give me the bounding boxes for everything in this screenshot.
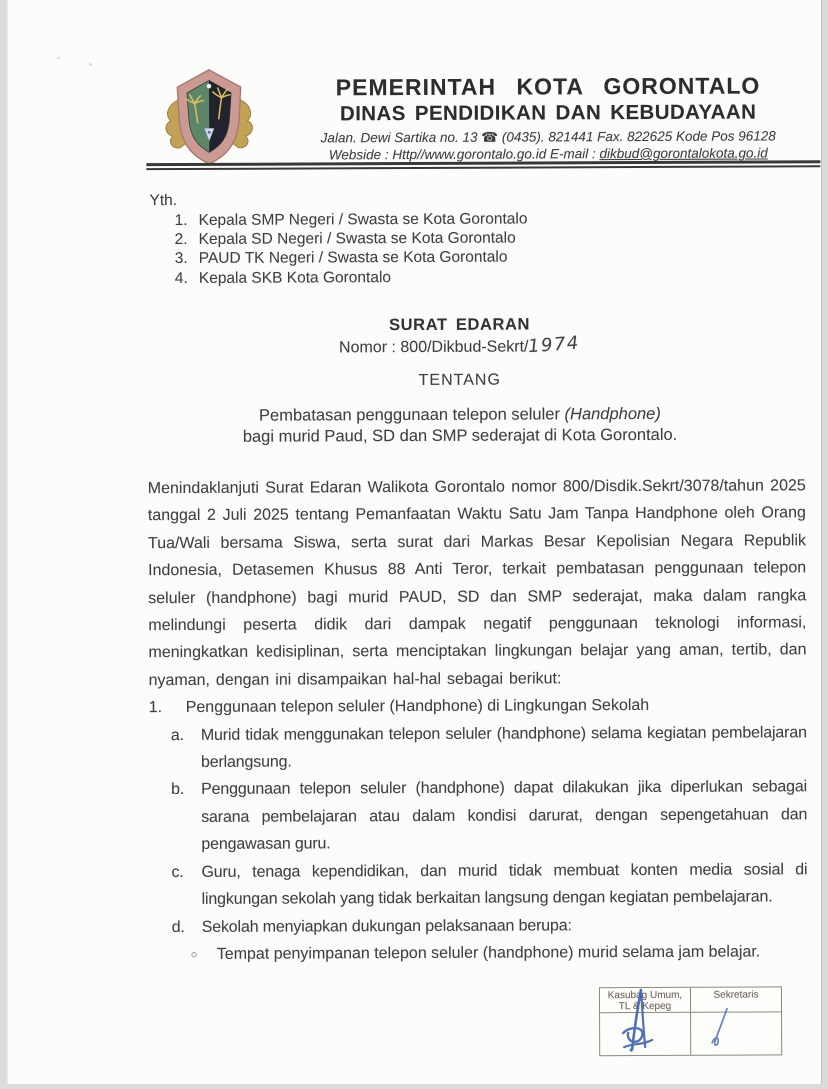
subpoint-letter: c. [171,863,184,881]
subject-line2: bagi murid Paud, SD dan SMP sederajat di Kota Gorontalo. [242,425,678,446]
document-number-line [131,334,788,358]
salutation: Yth. [149,192,178,210]
subject-regular: Pembatasan penggunaan telepon seluler [258,405,565,425]
subject-line1 [131,403,788,427]
point-number: 1. [148,699,163,717]
paraf-header-line2: TL & Kepeg [618,1000,672,1013]
handwritten-number: 1974 [527,332,581,358]
list-item [150,267,528,288]
subpoint-letter: d. [171,918,185,936]
list-item [150,210,528,231]
circle-bullet-icon: ○ [190,948,198,961]
ink-paraf-icon [611,988,665,1054]
addressee-text: Kepala SD Negeri / Swasta se Kota Gorontalo [198,229,516,249]
lettered-subpoint [149,774,807,859]
list-item [150,248,528,269]
item-number: 1. [174,211,188,230]
list-item [150,229,528,250]
subject-italic: (Handphone) [564,404,661,424]
document-title: SURAT EDARAN [389,315,531,335]
point-text: Penggunaan telepon seluler (Handphone) di Lingkungan Sekolah [185,697,650,717]
lettered-subpoint [149,856,807,914]
subpoint-letter: a. [170,726,184,744]
subpoint-letter: b. [171,781,185,799]
letter-body [148,472,808,968]
number-prefix: Nomor : 800/Dikbud-Sekrt/ [338,338,529,357]
crest-icon [161,67,257,167]
lettered-subpoint [149,719,807,777]
signature-sekretaris [699,1006,737,1057]
bullet-text: Tempat penyimpanan telepon seluler (handphone) murid selama jam belajar. [216,943,761,963]
paraf-header-sekretaris: Sekretaris [691,987,781,1012]
numbered-point [149,692,807,722]
item-number: 2. [174,231,188,249]
org-address: Jalan. Dewi Sartika no. 13 ☎ (0435). 821441 Fax. 822625 Kode Pos 96128 [320,128,776,146]
title-block [131,314,789,448]
letterhead [283,72,813,162]
item-number: 4. [174,269,188,287]
addressee-text: PAUD TK Negeri / Swasta se Kota Gorontalo [198,248,508,268]
lettered-subpoint [150,911,808,941]
org-name-line2: DINAS PENDIDIKAN DAN KEBUDAYAAN [339,100,757,126]
tentang-label: TENTANG [418,371,501,389]
website-prefix: Webside : Http//www.gorontalo.go.id E-mail : [328,146,600,163]
subpoint-text: Penggunaan telepon seluler (handphone) dapat dilakukan jika diperlukan sebagai sarana pembelajaran atau dalam kondisi darurat, dengan sepengetahuan dan pengawasan guru. [201,778,808,854]
item-number: 3. [174,250,188,268]
paraf-header-line1: Kasubag Umum, [607,989,683,1002]
bullet-item [150,938,808,968]
ink-paraf-icon [699,1006,737,1052]
subpoint-text: Sekolah menyiapkan dukungan pelaksanaan berupa: [201,916,572,936]
org-email: dikbud@gorontalokota.go.id [599,145,768,162]
addressee-text: Kepala SKB Kota Gorontalo [198,268,392,287]
subject-lines [131,403,788,448]
addressee-block [149,190,527,288]
opening-paragraph: Menindaklanjuti Surat Edaran Walikota Gorontalo nomor 800/Disdik.Sekrt/3078/tahun 2025 tanggal 2 Juli 2025 tentang Pemanfaatan Waktu Satu Jam Tanpa Handphone oleh Orang Tua/Wali bersama Siswa, serta surat dari Markas Besar Kepolisian Negara Republik Indonesia, Detasemen Khusus 88 Anti Teror, terkait pembatasan penggunaan telepon seluler (handphone) bagi murid PAUD, SD dan SMP sederajat, maka dalam rangka melindungi peserta didik dari dampak negatif penggunaan teknologi informasi, meningkatkan kedisiplinan, serta menciptakan lingkungan belajar yang aman, tertib, dan nyaman, dengan ini disampaikan hal-hal sebagai berikut: [147,477,807,690]
subpoint-text: Guru, tenaga kependidikan, dan murid tidak membuat konten media sosial di lingkungan sekolah yang tidak berkaitan langsung dengan kegiatan pembelajaran. [201,860,808,909]
subpoint-text: Murid tidak menggunakan telepon seluler (handphone) selama kegiatan pembelajaran berlangsung. [200,723,807,771]
city-crest-logo [161,67,257,167]
addressee-text: Kepala SMP Negeri / Swasta se Kota Gorontalo [198,210,528,229]
org-name-line1: PEMERINTAH KOTA GORONTALO [335,72,761,101]
signature-kasubag [611,988,665,1059]
